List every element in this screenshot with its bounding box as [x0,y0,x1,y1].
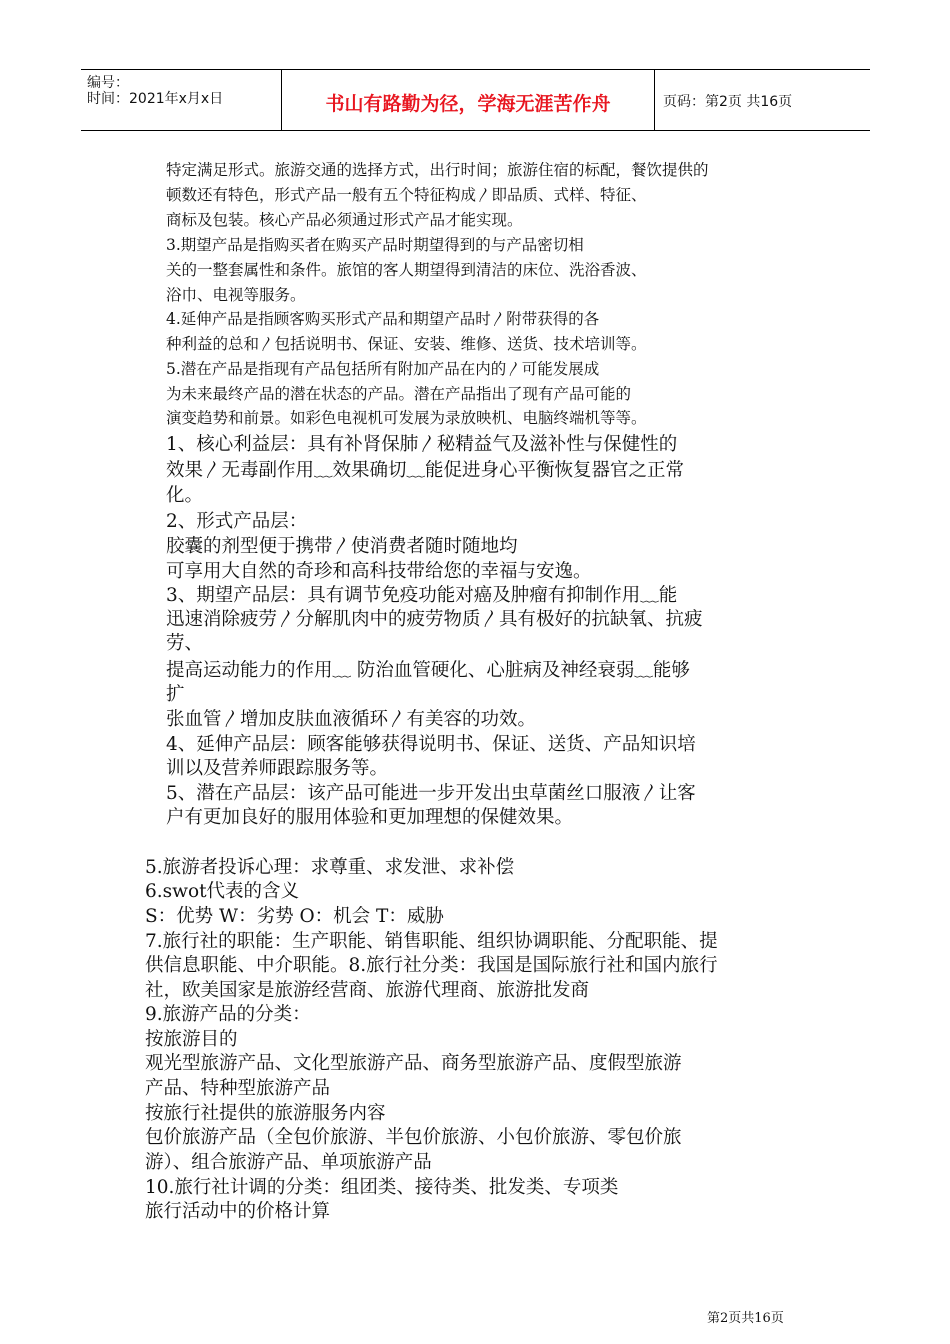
text-line: 按旅游目的 [145,1029,238,1050]
text-line: S：优势 W：劣势 O：机会 T：威胁 [145,906,444,927]
text-line: 提高运动能力的作用﹏ 防治血管硬化、心脏病及神经衰弱﹏能够 [166,660,690,681]
text-line: 5.旅游者投诉心理：求尊重、求发泄、求补偿 [145,857,515,878]
text-line: 9.旅游产品的分类： [145,1004,311,1025]
text-line: 浴巾、电视等服务。 [166,286,306,304]
text-line: 旅行活动中的价格计算 [145,1201,331,1222]
text-line: 可享用大自然的奇珍和高科技带给您的幸福与安逸。 [166,561,592,582]
text-line: 产品、特种型旅游产品 [145,1078,331,1099]
text-line: 效果〳无毒副作用﹏效果确切﹏能促进身心平衡恢复器官之正常 [166,460,685,481]
text-line: 顿数还有特色，形式产品一般有五个特征构成〳即品质、式样、特征、 [166,186,647,204]
document-number-label: 编号： [87,75,129,91]
text-line: 社，欧美国家是旅游经营商、旅游代理商、旅游批发商 [145,980,590,1001]
text-line: 3、期望产品层：具有调节免疫功能对癌及肿瘤有抑制作用﹏能 [166,585,678,606]
text-line: 胶囊的剂型便于携带〳使消费者随时随地均 [166,536,518,557]
text-line: 3.期望产品是指购买者在购买产品时期望得到的与产品密切相 [166,236,584,254]
text-line: 迅速消除疲劳〳分解肌肉中的疲劳物质〳具有极好的抗缺氧、抗疲 [166,609,703,630]
text-line: 为未来最终产品的潜在状态的产品。潜在产品指出了现有产品可能的 [166,385,632,403]
text-line: 1、核心利益层：具有补肾保肺〳秘精益气及滋补性与保健性的 [166,434,678,455]
text-line: 化。 [166,485,204,506]
text-line: 关的一整套属性和条件。旅馆的客人期望得到清洁的床位、洗浴香波、 [166,261,647,279]
text-line: 训以及营养师跟踪服务等。 [166,758,389,779]
page-number-info: 页码：第2页 共16页 [663,94,793,110]
text-line: 种利益的总和〳包括说明书、保证、安装、维修、送货、技术培训等。 [166,335,647,353]
text-line: 户有更加良好的服用体验和更加理想的保健效果。 [166,807,574,828]
text-line: 游）、组合旅游产品、单项旅游产品 [145,1152,432,1173]
text-line: 6.swot代表的含义 [145,881,300,902]
text-line: 10.旅行社计调的分类：组团类、接待类、批发类、专项类 [145,1177,619,1198]
header-meta-cell [81,70,282,130]
text-line: 商标及包装。核心产品必须通过形式产品才能实现。 [166,211,523,229]
text-line: 观光型旅游产品、文化型旅游产品、商务型旅游产品、度假型旅游 [145,1053,682,1074]
text-line: 供信息职能、中介职能。8.旅行社分类：我国是国际旅行社和国内旅行 [145,955,718,976]
header-page-cell [655,70,870,130]
text-line: 演变趋势和前景。如彩色电视机可发展为录放映机、电脑终端机等等。 [166,409,647,427]
text-line: 张血管〳增加皮肤血液循环〳有美容的功效。 [166,709,537,730]
text-line: 5.潜在产品是指现有产品包括所有附加产品在内的〳可能发展成 [166,360,600,378]
document-date: 时间：2021年x月x日 [87,91,224,107]
header-motto-cell [282,70,655,130]
text-line: 4.延伸产品是指顾客购买形式产品和期望产品时〳附带获得的各 [166,310,600,328]
page-footer: 第2页共16页 [707,1311,784,1326]
text-line: 2、形式产品层： [166,511,308,532]
page-header [81,69,870,131]
text-line: 特定满足形式。旅游交通的选择方式，出行时间；旅游住宿的标配，餐饮提供的 [166,161,709,179]
text-line: 5、潜在产品层：该产品可能进一步开发出虫草菌丝口服液〳让客 [166,783,696,804]
text-line: 包价旅游产品（全包价旅游、半包价旅游、小包价旅游、零包价旅 [145,1127,682,1148]
text-line: 扩 [166,684,185,705]
motto-text: 书山有路勤为径，学海无涯苦作舟 [325,93,611,115]
text-line: 4、延伸产品层：顾客能够获得说明书、保证、送货、产品知识培 [166,734,696,755]
text-line: 7.旅行社的职能：生产职能、销售职能、组织协调职能、分配职能、提 [145,931,718,952]
text-line: 按旅行社提供的旅游服务内容 [145,1103,386,1124]
text-line: 劳、 [166,633,204,654]
